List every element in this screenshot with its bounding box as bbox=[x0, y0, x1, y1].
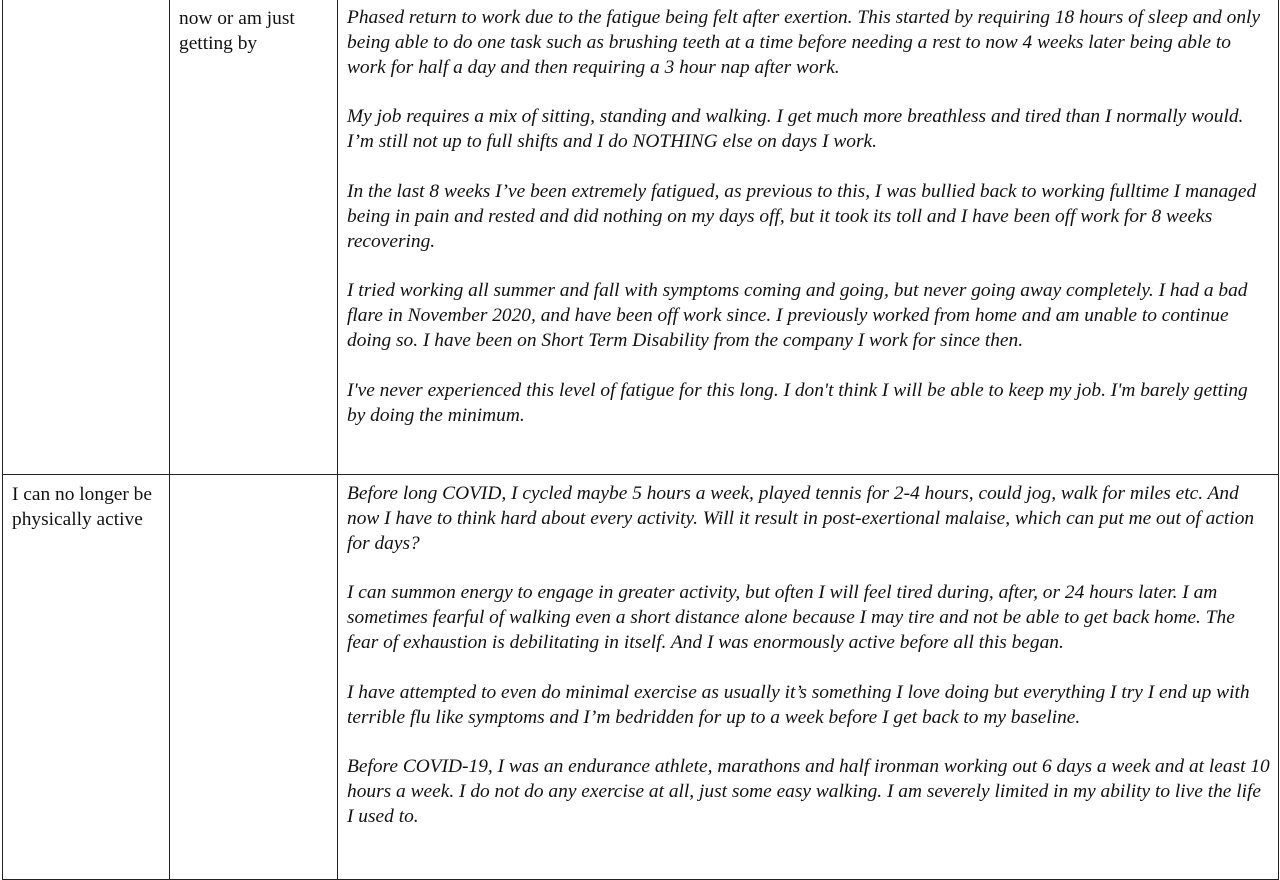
subtheme-text: now or am just getting by bbox=[179, 8, 295, 54]
subtheme-cell bbox=[170, 475, 338, 880]
quote-paragraph: Before long COVID, I cycled maybe 5 hours a week, played tennis for 2-4 hours, could jog, walk for miles etc. And now I have to think hard about every activity. Will it result in post-exertional malaise, which can put me out of action for days? bbox=[347, 483, 1255, 554]
quote-paragraph: In the last 8 weeks I’ve been extremely fatigued, as previous to this, I was bullied back to working fulltime I managed being in pain and rested and did nothing on my days off, but it took its toll and I have been off work for 8 weeks recovering. bbox=[347, 180, 1257, 252]
subtheme-text bbox=[170, 475, 337, 483]
subtheme-cell bbox=[170, 0, 338, 475]
quote-paragraph: I've never experienced this level of fatigue for this long. I don't think I will be able to keep my job. I'm barely getting by doing the minimum. bbox=[347, 379, 1248, 426]
quote-paragraph: My job requires a mix of sitting, standing and walking. I get much more breathless and tired than I normally would. I’m still not up to full shifts and I do NOTHING else on days I work. bbox=[347, 106, 1244, 153]
quotes-cell bbox=[338, 475, 1279, 880]
table-row bbox=[3, 0, 1279, 475]
theme-text: I can no longer be physically active bbox=[12, 484, 152, 530]
theme-cell bbox=[3, 0, 170, 475]
quote-paragraph: I have attempted to even do minimal exercise as usually it’s something I love doing but everything I try I end up with terrible flu like symptoms and I’m bedridden for up to a week before I get back to my baseline. bbox=[347, 681, 1250, 728]
quote-paragraph: Before COVID-19, I was an endurance athlete, marathons and half ironman working out 6 days a week and at least 10 hours a week. I do not do any exercise at all, just some easy walking. I am severely limited in my ability to live the life I used to. bbox=[347, 756, 1270, 827]
theme-cell bbox=[3, 475, 170, 880]
quote-paragraph: I can summon energy to engage in greater activity, but often I will feel tired during, after, or 24 hours later. I am sometimes fearful of walking even a short distance alone because I may tire and not be able to get back home. The fear of exhaustion is debilitating in itself. And I was enormously active before all this began. bbox=[347, 582, 1235, 653]
quote-paragraph: Phased return to work due to the fatigue being felt after exertion. This started by requiring 18 hours of sleep and only being able to do one task such as brushing teeth at a time before needing a rest to now 4 weeks later being able to work for half a day and then requiring a 3 hour nap after work. bbox=[347, 7, 1261, 78]
quotes-cell bbox=[338, 0, 1279, 475]
table-row bbox=[3, 475, 1279, 880]
quotes-table bbox=[2, 0, 1279, 880]
quote-paragraph: I tried working all summer and fall with symptoms coming and going, but never going away completely. I had a bad flare in November 2020, and have been off work since. I previously worked from home and am unable to continue doing so. I have been on Short Term Disability from the company I work for since then. bbox=[347, 280, 1248, 351]
theme-text bbox=[3, 0, 169, 7]
